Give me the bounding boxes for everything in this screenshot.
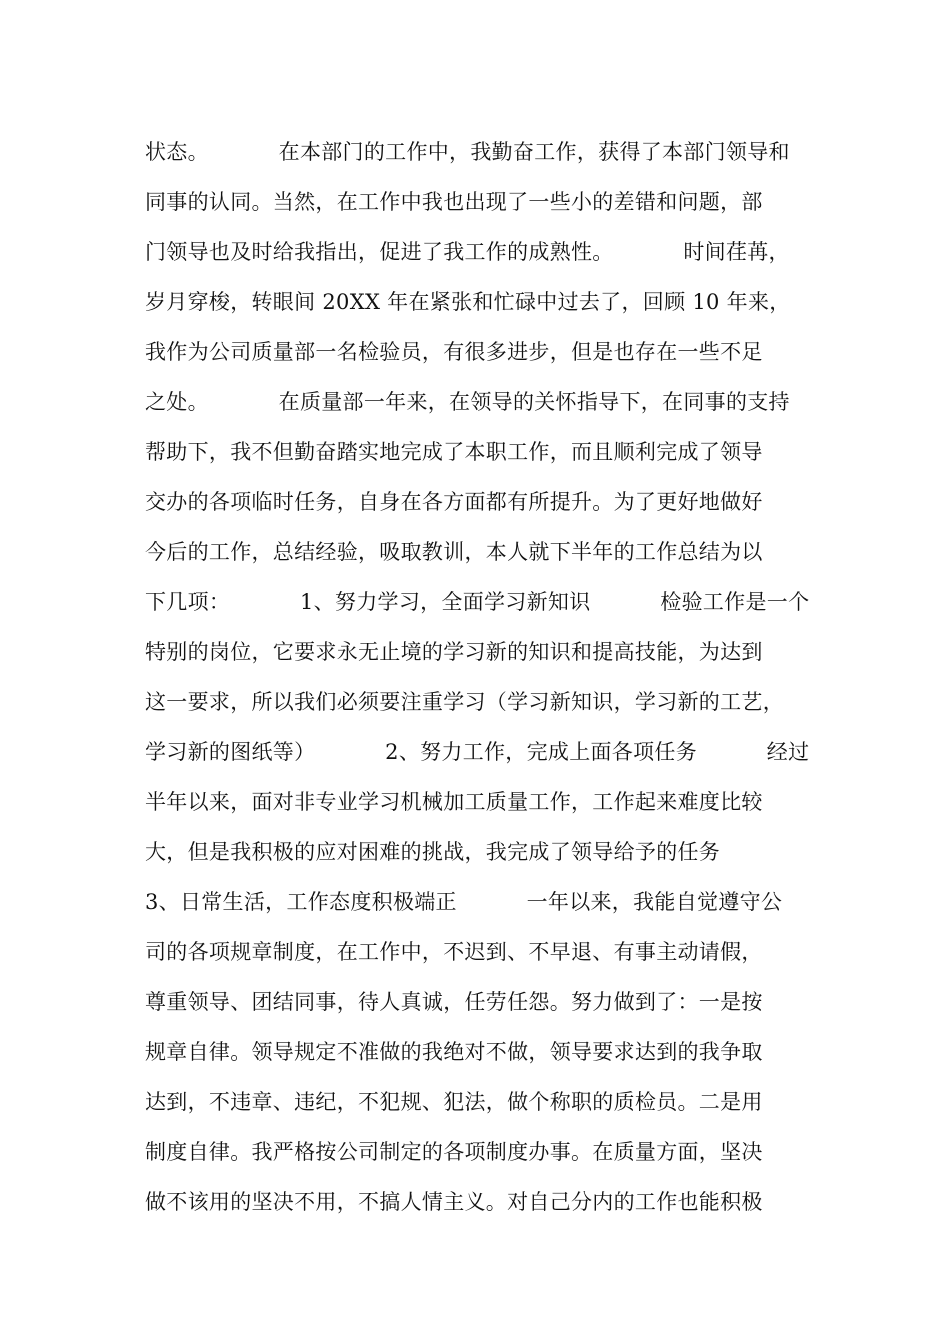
- text-line: 制度自律。我严格按公司制定的各项制度办事。在质量方面，坚决: [145, 1140, 763, 1164]
- text-line: 之处。 在质量部一年来，在领导的关怀指导下，在同事的支持: [145, 390, 790, 414]
- text-line: 状态。 在本部门的工作中，我勤奋工作，获得了本部门领导和: [145, 140, 790, 164]
- text-line: 特别的岗位，它要求永无止境的学习新的知识和提高技能，为达到: [145, 640, 763, 664]
- text-line: 门领导也及时给我指出，促进了我工作的成熟性。 时间荏苒，: [145, 240, 790, 264]
- text-line: 3、日常生活，工作态度积极端正 一年以来，我能自觉遵守公: [145, 890, 783, 914]
- text-line: 这一要求，所以我们必须要注重学习（学习新知识，学习新的工艺，: [145, 690, 784, 714]
- text-line: 大，但是我积极的应对困难的挑战，我完成了领导给予的任务: [145, 840, 721, 864]
- document-body: [145, 132, 835, 1232]
- text-line: 下几项： 1、努力学习，全面学习新知识 检验工作是一个: [145, 590, 810, 614]
- text-line: 我作为公司质量部一名检验员，有很多进步，但是也存在一些不足: [145, 340, 763, 364]
- text-line: 今后的工作，总结经验，吸取教训，本人就下半年的工作总结为以: [145, 540, 763, 564]
- text-line: 规章自律。领导规定不准做的我绝对不做，领导要求达到的我争取: [145, 1040, 763, 1064]
- text-line: 做不该用的坚决不用，不搞人情主义。对自己分内的工作也能积极: [145, 1190, 763, 1214]
- text-line: 达到，不违章、违纪，不犯规、犯法，做个称职的质检员。二是用: [145, 1090, 763, 1114]
- text-line: 交办的各项临时任务，自身在各方面都有所提升。为了更好地做好: [145, 490, 763, 514]
- text-line: 学习新的图纸等） 2、努力工作，完成上面各项任务 经过: [145, 740, 810, 764]
- text-line: 同事的认同。当然，在工作中我也出现了一些小的差错和问题，部: [145, 190, 763, 214]
- text-line: 半年以来，面对非专业学习机械加工质量工作，工作起来难度比较: [145, 790, 763, 814]
- text-line: 岁月穿梭，转眼间 20XX 年在紧张和忙碌中过去了，回顾 10 年来，: [145, 290, 791, 314]
- text-line: 司的各项规章制度，在工作中，不迟到、不早退、有事主动请假，: [145, 940, 763, 964]
- text-line: 尊重领导、团结同事，待人真诚，任劳任怨。努力做到了：一是按: [145, 990, 763, 1014]
- text-line: 帮助下，我不但勤奋踏实地完成了本职工作，而且顺利完成了领导: [145, 440, 763, 464]
